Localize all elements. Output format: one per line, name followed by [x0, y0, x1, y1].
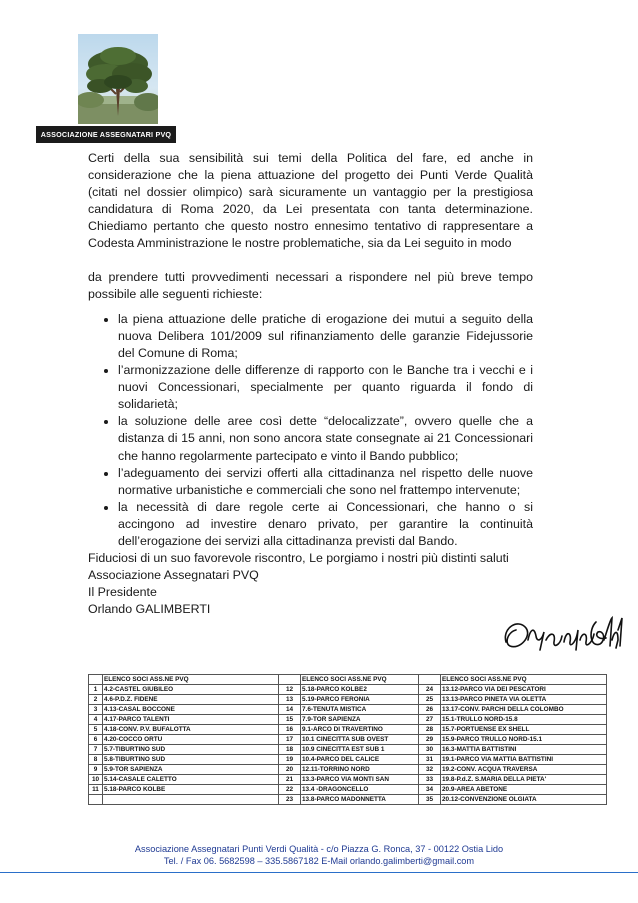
member-number: 31 — [419, 755, 441, 765]
association-signature: Associazione Assegnatari PVQ — [88, 568, 259, 583]
member-number: 20 — [279, 765, 301, 775]
member-number: 5 — [89, 725, 103, 735]
table-header-cell: ELENCO SOCI ASS.NE PVQ — [103, 675, 279, 685]
member-name: 7.6-TENUTA MISTICA — [301, 705, 419, 715]
request-item: • l’armonizzazione delle differenze di rapporto con le Banche tra i vecchi e i nuovi Concessionari, specialmente per quanto riguarda il fondo di solidarietà; — [118, 362, 533, 413]
member-name: 5.18-PARCO KOLBE — [103, 785, 279, 795]
member-number: 19 — [279, 755, 301, 765]
member-number: 30 — [419, 745, 441, 755]
member-number: 24 — [419, 685, 441, 695]
member-name: 15.9-PARCO TRULLO NORD-15.1 — [441, 735, 607, 745]
header-empty-cell — [419, 675, 441, 685]
member-number: 21 — [279, 775, 301, 785]
member-name: 9.1-ARCO DI TRAVERTINO — [301, 725, 419, 735]
association-logo — [36, 34, 176, 143]
member-number: 10 — [89, 775, 103, 785]
member-name: 13.17-CONV. PARCHI DELLA COLOMBO — [441, 705, 607, 715]
member-name: 19.2-CONV. ACQUA TRAVERSA — [441, 765, 607, 775]
request-item: • l’adeguamento dei servizi offerti alla cittadinanza nel rispetto delle nuove normative urbanistiche e commerciali che sono nel frattempo intervenute; — [118, 465, 533, 499]
member-number: 1 — [89, 685, 103, 695]
member-name: 4.13-CASAL BOCCONE — [103, 705, 279, 715]
member-name: 10.1 CINECITTA SUB OVEST — [301, 735, 419, 745]
table-row — [89, 775, 607, 785]
member-name: 13.3-PARCO VIA MONTI SAN — [301, 775, 419, 785]
paragraph-1: Certi della sua sensibilità sui temi della Politica del fare, ed anche in considerazione che la piena attuazione del progetto dei Punti Verde Qualità (citati nel dossier olimpico) sarà sicuramente un vantaggio per la prestigiosa candidatura di Roma 2020, da Lei presentata con tanta determinazione. Chiediamo pertanto che questo nostro ennesimo tentativo di rappresentare a Codesta Amministrazione le nostre problematiche, sia da Lei seguito in modo — [88, 151, 533, 251]
member-name: 5.9-TOR SAPIENZA — [103, 765, 279, 775]
member-number: 8 — [89, 755, 103, 765]
member-number: 27 — [419, 715, 441, 725]
table-row — [89, 785, 607, 795]
member-name: 5.19-PARCO FERONIA — [301, 695, 419, 705]
table-header-row — [89, 675, 607, 685]
member-name: 19.8-P.d.Z. S.MARIA DELLA PIETA' — [441, 775, 607, 785]
member-name: 13.12-PARCO VIA DEI PESCATORI — [441, 685, 607, 695]
logo-label: ASSOCIAZIONE ASSEGNATARI PVQ — [36, 126, 176, 143]
member-name: 20.12-CONVENZIONE OLGIATA — [441, 795, 607, 805]
member-number: 23 — [279, 795, 301, 805]
member-number: 17 — [279, 735, 301, 745]
member-number: 26 — [419, 705, 441, 715]
member-number: 32 — [419, 765, 441, 775]
member-number: 15 — [279, 715, 301, 725]
table-row — [89, 685, 607, 695]
member-name: 4.6-P.D.Z. FIDENE — [103, 695, 279, 705]
member-name: 5.8-TIBURTINO SUD — [103, 755, 279, 765]
member-name: 5.7-TIBURTINO SUD — [103, 745, 279, 755]
table-row — [89, 725, 607, 735]
footer-divider — [0, 872, 638, 873]
president-name: Orlando GALIMBERTI — [88, 602, 211, 617]
pine-tree-photo-icon — [78, 34, 158, 124]
footer — [0, 843, 638, 867]
request-item: • la soluzione delle aree così dette “delocalizzate”, ovvero quelle che a distanza di 15 anni, non sono ancora state consegnate ai 21 Concessionari che hanno regolarmente partecipato e vinto il Bando pubblico; — [118, 413, 533, 464]
footer-contacts: Tel. / Fax 06. 5682598 – 335.5867182 E-Mail orlando.galimberti@gmail.com — [163, 856, 475, 866]
member-name: 4.18-CONV. P.V. BUFALOTTA — [103, 725, 279, 735]
member-number: 28 — [419, 725, 441, 735]
requests-list — [88, 311, 533, 550]
member-number: 9 — [89, 765, 103, 775]
member-name: 5.14-CASALE CALETTO — [103, 775, 279, 785]
member-number: 34 — [419, 785, 441, 795]
member-number: 6 — [89, 735, 103, 745]
member-number: 13 — [279, 695, 301, 705]
member-name: 4.17-PARCO TALENTI — [103, 715, 279, 725]
member-number: 35 — [419, 795, 441, 805]
member-number: 14 — [279, 705, 301, 715]
letter-body — [88, 150, 533, 618]
member-name: 10.9 CINECITTA EST SUB 1 — [301, 745, 419, 755]
member-name: 13.13-PARCO PINETA VIA OLETTA — [441, 695, 607, 705]
member-name: 7.9-TOR SAPIENZA — [301, 715, 419, 725]
member-number: 11 — [89, 785, 103, 795]
members-table — [88, 674, 607, 805]
table-header-cell: ELENCO SOCI ASS.NE PVQ — [301, 675, 419, 685]
member-number: 22 — [279, 785, 301, 795]
closing-salutation: Fiduciosi di un suo favorevole riscontro, Le porgiamo i nostri più distinti saluti — [88, 551, 509, 566]
president-title: Il Presidente — [88, 585, 157, 600]
table-row — [89, 715, 607, 725]
member-name: 15.1-TRULLO NORD-15.8 — [441, 715, 607, 725]
member-name: 5.18-PARCO KOLBE2 — [301, 685, 419, 695]
table-row — [89, 735, 607, 745]
member-name: 13.8-PARCO MADONNETTA — [301, 795, 419, 805]
member-number — [89, 795, 103, 805]
request-item: • la piena attuazione delle pratiche di erogazione dei mutui a seguito della nuova Delibera 101/2009 sul rifinanziamento delle garanzie Fidejussorie del Comune di Roma; — [118, 311, 533, 362]
member-name: 15.7-PORTUENSE EX SHELL — [441, 725, 607, 735]
member-name — [103, 795, 279, 805]
handwritten-signature — [500, 610, 625, 660]
table-row — [89, 755, 607, 765]
header-empty-cell — [279, 675, 301, 685]
member-name: 12.11-TORRINO NORD — [301, 765, 419, 775]
table-row — [89, 795, 607, 805]
member-name: 13.4 -DRAGONCELLO — [301, 785, 419, 795]
member-number: 7 — [89, 745, 103, 755]
table-row — [89, 745, 607, 755]
member-name: 4.20-COCCO ORTU — [103, 735, 279, 745]
member-name: 20.9-AREA ABETONE — [441, 785, 607, 795]
table-header-cell: ELENCO SOCI ASS.NE PVQ — [441, 675, 607, 685]
table-row — [89, 765, 607, 775]
footer-address: Associazione Assegnatari Punti Verdi Qualità - c/o Piazza G. Ronca, 37 - 00122 Ostia Lido — [134, 844, 504, 854]
table-row — [89, 705, 607, 715]
member-number: 18 — [279, 745, 301, 755]
member-name: 10.4-PARCO DEL CALICE — [301, 755, 419, 765]
table-row — [89, 695, 607, 705]
member-number: 2 — [89, 695, 103, 705]
member-number: 3 — [89, 705, 103, 715]
member-number: 12 — [279, 685, 301, 695]
header-empty-cell — [89, 675, 103, 685]
member-name: 4.2-CASTEL GIUBILEO — [103, 685, 279, 695]
request-item: • la necessità di dare regole certe ai Concessionari, che hanno o si accingono ad investire denaro privato, per garantire la continuità dell’erogazione dei servizi alla cittadinanza previsti dal Bando. — [118, 499, 533, 550]
member-number: 4 — [89, 715, 103, 725]
paragraph-2: da prendere tutti provvedimenti necessari a rispondere nel più breve tempo possibile alle seguenti richieste: — [88, 269, 533, 301]
member-number: 16 — [279, 725, 301, 735]
member-name: 19.1-PARCO VIA MATTIA BATTISTINI — [441, 755, 607, 765]
member-number: 33 — [419, 775, 441, 785]
member-number: 25 — [419, 695, 441, 705]
member-number: 29 — [419, 735, 441, 745]
member-name: 16.3-MATTIA BATTISTINI — [441, 745, 607, 755]
